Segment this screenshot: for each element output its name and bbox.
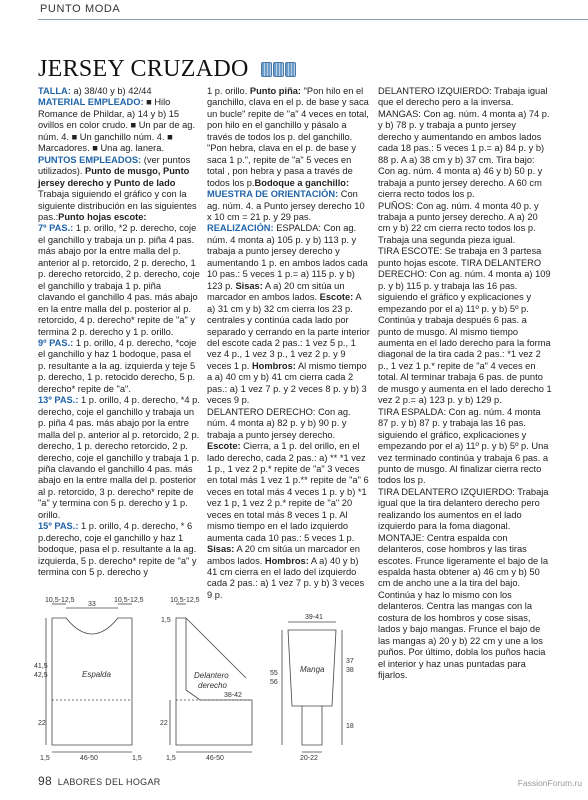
- manga-right-b: 38: [346, 667, 354, 674]
- col3-paragraph: MANGAS: Con ag. núm. 4 monta a) 74 p. y b) 78 p. y trabaja a punto jersey derecho y aumentando en ambos lados cada 18 pas.: 5 veces 1 p.= a) 84 p. y b) 88 p. A a) 38 cm y b) 37 cm. Tira bajo: Con ag. núm. 4 monta a) 46 y b) 50 p. y trabaja a punto jersey derecho. A 60 cm cierra recto todos los p.: [378, 108, 550, 200]
- bold-term: Sisas:: [235, 280, 263, 291]
- bold-term: Bodoque a ganchillo:: [254, 177, 350, 188]
- delantero-small-left: 1,5: [166, 755, 176, 762]
- espalda-label: Espalda: [82, 670, 111, 679]
- body-text: a) 38/40 y b) 42/44: [70, 86, 152, 96]
- espalda-bottom-width: 46-50: [80, 755, 98, 762]
- page-number: 98: [38, 774, 52, 788]
- col3-paragraph: MONTAJE: Centra espalda con delanteros, cose hombros y las tiras escotes. Frunce ligeramente el bajo de la espalda hasta obtener a) 46 cm y b) 50 cm de ancho une a la tira del bajo. Continúa y haz lo mismo con los delanteros. Centra las mangas con la costura de los hombros y cose sisas, lados y bajo mangas. Frunce el bajo de las mangas a) 20 y b) 22 cm y une a los puños. Por último, dobla los puños hacia el interior y haz unas puntadas para fijarlos.: [378, 532, 549, 681]
- col3-paragraph: TIRA ESPALDA: Con ag. núm. 4 monta 87 p. y b) 87 p. y trabaja las 16 pas. siguiendo el gráfico, explicaciones y empezando por el a) 11º p. y b) 5º p. Una vez terminado continúa y trabaja 6 pas. a punto de musgo. Al finalizar cierra recto todos los p.: [378, 406, 549, 486]
- col3-paragraph: PUÑOS: Con ag. núm. 4 monta 40 p. y trabaja a punto jersey derecho. A a) 20 cm y b) 22 cm cierra recto todos los p. Trabaja una segunda pieza igual.: [378, 200, 539, 245]
- body-text: A a) 20 cm sitúa un marcador en ambos lados.: [207, 280, 345, 303]
- body-text: ESPALDA: Con ag. núm. 4 monta a) 105 p. y b) 113 p. y trabaja a punto jersey derecho y aumentando 1 p. en ambos lados cada 10 pas.: 5 veces 1 p.= a) 115 p. y b) 123 p.: [207, 223, 368, 291]
- bold-term: Punto hojas escote:: [58, 211, 147, 222]
- bold-term: Hombros:: [264, 555, 309, 566]
- section-keyword: 7º PAS.:: [38, 223, 74, 234]
- manga-right-a: 37: [346, 658, 354, 665]
- section-keyword: TALLA:: [38, 86, 71, 96]
- body-text: "Pon hilo en el ganchillo, clava en el p. de base y saca un bucle" repite de "a" 4 veces en total, pon hilo en el ganchillo y pásalo a través de todos los p. del ganchillo.: [207, 86, 369, 142]
- body-text: 1 p. orillo.: [207, 86, 250, 96]
- title-text: JERSEY CRUZADO: [38, 56, 249, 82]
- section-keyword: PUNTOS EMPLEADOS:: [38, 154, 142, 165]
- body-text: 1 p. orillo, *2 p. derecho, coje el ganchillo y trabaja un p. piña 4 pas. más abajo por la entre malla del p. anterior al p. retorcido, 2 p. derecho, 1 p. derecho retorcido, 2 p. derecho, coje el ganchillo y trabaja 1 p. piña clavando el ganchillo 4 pas. más abajo en la entre malla del p. posterior al p. retorcido, 4 p. derecho* repite de "a" y termina 2 p. derecho y 1 p. orillo.: [38, 223, 200, 337]
- col3-paragraph: TIRA ESCOTE: Se trabaja en 3 partesa punto hojas escote. TIRA DELANTERO DERECHO: Con ag. núm. 4 monta a) 109 p. y b) 115 p. y trabaja las 16 pas. siguiendo el gráfico y explicaciones y empezando por el a) 11º p. y b) 5º p. Continúa y trabaja después 6 pas. a punto de musgo. Al mismo tiempo aumenta en el lado derecho para la forma diagonal de la tira cada 2 pas.: *1 vez 2 p., 1 vez 1 p.* repite de "a" 4 veces en total. Al terminar trabaja 6 pas. de punto de musgo y aumenta en el lado derecho 1 vez 2 p.= a) 123 p. y b) 129 p.: [378, 246, 552, 406]
- body-text: "Pon hebra, clava en el p. de base y saca 1 p.", repite de "a" 5 veces en total , pon hebra y pasa a través de todos los p.: [207, 143, 357, 188]
- section-keyword: 13º PAS.:: [38, 395, 79, 406]
- manga-label: Manga: [300, 665, 325, 674]
- body-text: 1 p. orillo, 4 p. derecho, *4 p. derecho, coje el ganchillo y trabaja un p. piña 4 pas. más abajo por la entre malla del p. anterior al p. retorcido, 2 p. derecho, 1 p. derecho retorcido, 2 p. derecho, coje el ganchillo y trabaja 1 p. piña clavando el ganchillo 4 pas. más abajo en la entre malla del p. posterior al p. retorcido, 3 p. derecho* repite de "a" y termina con 5 p. derecho y 1 p. orillo.: [38, 395, 200, 520]
- body-text: Con ag. núm. 4. a Punto jersey derecho 10 x 10 cm = 21 p. y 29 pas.: [207, 189, 365, 222]
- section-label: PUNTO MODA: [40, 3, 121, 15]
- manga-height-a: 55: [270, 670, 278, 677]
- body-text: A a) 40 y b) 41 cm cierra en el lado del izquierdo cada 2 pas.: a) 1 vez 7 p. y b) 3 veces 9 p.: [207, 555, 365, 600]
- delantero-mid: 38-42: [224, 692, 242, 699]
- espalda-top-left: 10,5-12,5: [45, 597, 75, 604]
- footer: [38, 774, 161, 788]
- manga-top: 39-41: [305, 614, 323, 621]
- espalda-bottom-height: 22: [38, 720, 46, 727]
- body-text: Al mismo tiempo a a) 40 cm y b) 41 cm cierra cada 2 pas.: a) 1 vez 7 p. y 2 veces 8 p. y b) 3 veces 9 p.: [207, 360, 367, 406]
- espalda-top-mid: 33: [88, 601, 96, 608]
- bold-term: Punto de musgo, Punto jersey derecho y Punto de lado: [38, 166, 190, 188]
- delantero-neck: 1,5: [161, 617, 171, 624]
- body-text: (ver puntos utilizados).: [38, 154, 191, 177]
- manga-bottom: 20-22: [300, 755, 318, 762]
- espalda-small-right: 1,5: [132, 755, 142, 762]
- delantero-label-b: derecho: [198, 681, 227, 690]
- delantero-bottom-height: 22: [160, 720, 168, 727]
- espalda-small-left: 1,5: [40, 755, 50, 762]
- espalda-top-right: 10,5-12,5: [114, 597, 144, 604]
- delantero-top: 10,5-12,5: [170, 597, 200, 604]
- section-keyword: MUESTRA DE ORIENTACIÓN:: [207, 189, 339, 200]
- body-text: ■ Hilo Romance de Phildar, a) 14 y b) 15 ovillos en color crudo. ■ Un par de ag. núm. 4. ■ Un ganchillo núm. 4. ■ Marcadores. ■ Una ag. lanera.: [38, 97, 196, 154]
- body-text: 1 p. orillo, 4 p. derecho, * 6 p.derecho, coje el ganchillo y haz 1 bodoque, pasa el p. resultante a la ag. izquierda, 5 p. derecho* repite de "a" y termina con 5 p. derecho y: [38, 521, 197, 578]
- body-text: Cierra, a 1 p. del orillo, en el lado derecho, cada 2 pas.: a) ** *1 vez 1 p., 1 vez 2 p.* repite de "a" 3 veces en total más 1 vez 1 p.** repite de "a" 6 veces en total más 4 veces 1 p. y b) *1 vez 1 p, 1 vez 2 p.* repite de "a" 20 veces en total más 8 veces 1 p. Al mismo tiempo en el lado izquierdo aumenta cada 10 pas.: 5 veces 1 p.: [207, 441, 369, 543]
- bold-term: Escote:: [319, 292, 354, 303]
- section-keyword: REALIZACIÓN:: [207, 223, 274, 234]
- espalda-height-a: 41,5: [34, 663, 48, 670]
- delantero-bottom-width: 46-50: [206, 755, 224, 762]
- magazine-name: LABORES DEL HOGAR: [57, 777, 161, 787]
- body-text: Trabaja siguiendo el gráfico y con la siguiente distribución en las siguientes pas.:: [38, 189, 197, 222]
- body-text: A a) 31 cm y b) 32 cm cierra los 23 p. centrales y continúa cada lado por separado y cerrando en la parte interior del escote cada 2 pas.: 1 vez 5 p., 1 vez 4 p., 1 vez 3 p., 1 vez 2 p. y 9 veces 1 p.: [207, 292, 370, 371]
- manga-right-c: 18: [346, 723, 354, 730]
- bold-term: Punto piña:: [249, 86, 302, 96]
- col3-paragraph: TIRA DELANTERO IZQUIERDO: Trabaja igual que la tira delantero derecho pero realizando los aumentos en el lado izquierdo para la foma diagonal.: [378, 486, 549, 532]
- watermark: FassionForum.ru: [517, 778, 582, 788]
- manga-schematic: [282, 622, 342, 752]
- espalda-height-b: 42,5: [34, 672, 48, 679]
- bold-term: Hombros:: [251, 360, 296, 371]
- manga-height-b: 56: [270, 679, 278, 686]
- body-text: A 20 cm sitúa un marcador en ambos lados.: [207, 544, 360, 566]
- section-keyword: 9º PAS.:: [38, 337, 74, 348]
- body-text: 1 p. orillo, 4 p. derecho, *coje el ganchillo y haz 1 bodoque, pasa el p. resultante a la ag. izquierda y teje 5 p. derecho, 1 p. retocido derecho, 5 p. derecho* repite de "a".: [38, 337, 197, 394]
- body-text: DELANTERO DERECHO: Con ag. núm. 4 monta a) 82 p. y b) 90 p. y trabaja a punto jersey derecho.: [207, 406, 351, 440]
- section-keyword: MATERIAL EMPLEADO:: [38, 97, 144, 108]
- delantero-label-a: Delantero: [194, 671, 229, 680]
- col3-paragraph: DELANTERO IZQUIERDO: Trabaja igual que el derecho pero a la inversa.: [378, 86, 548, 108]
- bold-term: Sisas:: [207, 544, 235, 555]
- section-keyword: 15º PAS.:: [38, 521, 79, 532]
- bold-term: Escote:: [207, 441, 241, 452]
